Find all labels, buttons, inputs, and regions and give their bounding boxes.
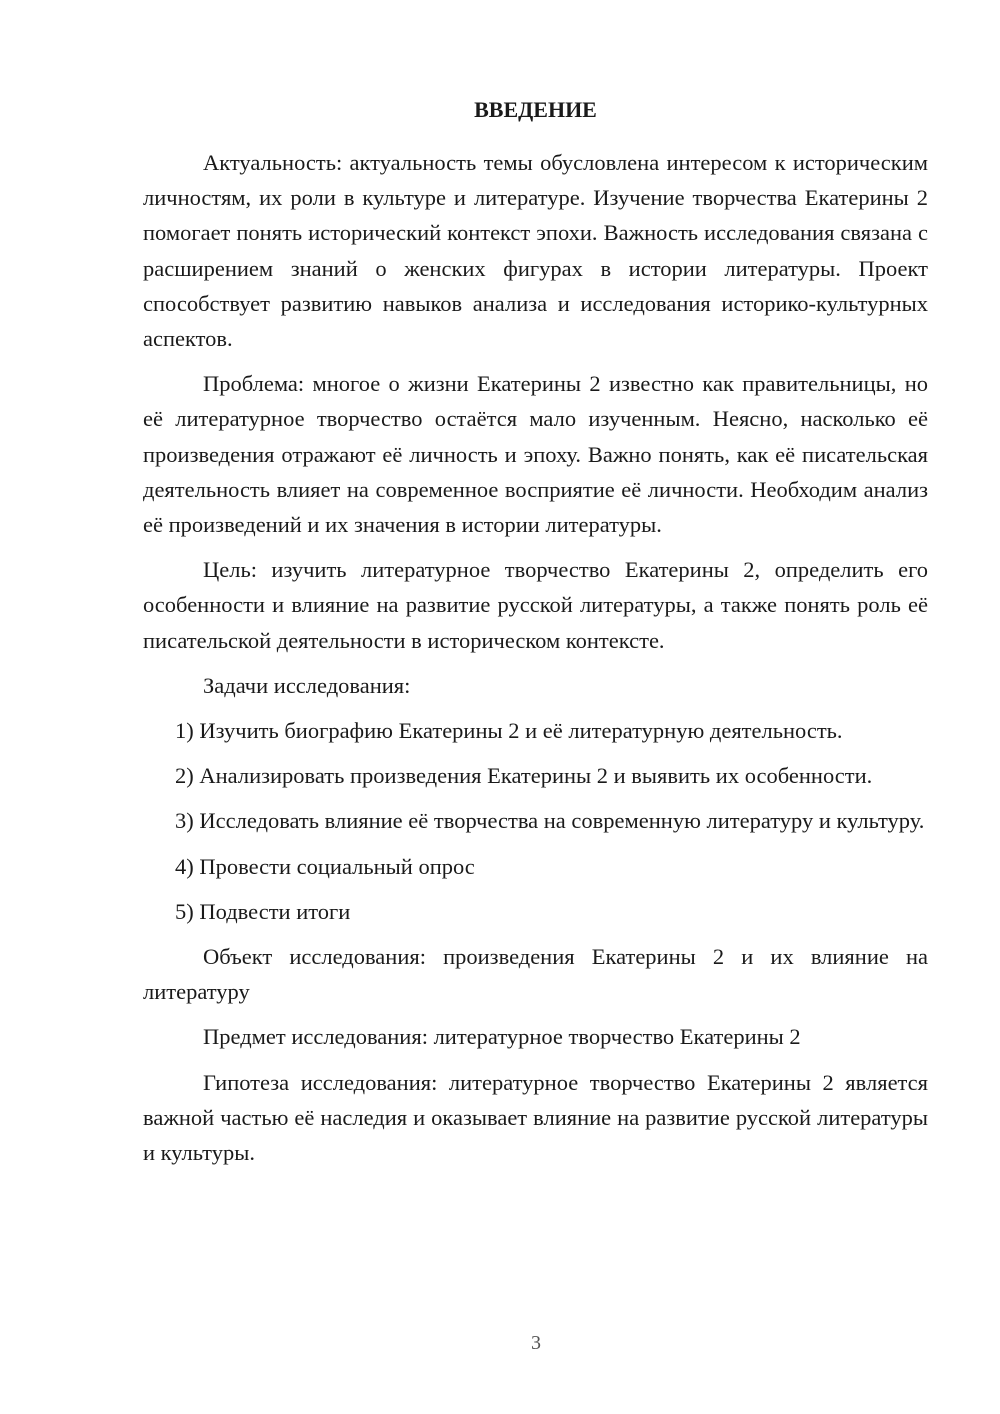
paragraph-relevance: Актуальность: актуальность темы обусловлена интересом к историческим личностям, их роли в культуре и литературе. Изучение творчества Екатерины 2 помогает понять исторический контекст эпохи. Важность исследования связана с расширением знаний о женских фигурах в истории литературы. Проект способствует развитию навыков анализа и исследования историко-культурных аспектов. bbox=[143, 150, 928, 352]
paragraph-problem: Проблема: многое о жизни Екатерины 2 известно как правительницы, но её литературное творчество остаётся мало изученным. Неясно, насколько её произведения отражают её личность и эпоху. Важно понять, как её писательская деятельность влияет на современное восприятие её личности. Необходим анализ её произведений и их значения в истории литературы. bbox=[143, 371, 928, 538]
task-item-5: 5) Подвести итоги bbox=[175, 898, 351, 924]
task-item-3: 3) Исследовать влияние её творчества на современную литературу и культуру. bbox=[175, 808, 925, 834]
page-number: 3 bbox=[531, 1332, 541, 1354]
page-content bbox=[143, 92, 928, 1180]
section-title: ВВЕДЕНИЕ bbox=[474, 97, 597, 122]
task-item-1: 1) Изучить биографию Екатерины 2 и её литературную деятельность. bbox=[175, 718, 843, 744]
task-item-4: 4) Провести социальный опрос bbox=[175, 853, 475, 879]
paragraph-object: Объект исследования: произведения Екатерины 2 и их влияние на литературу bbox=[143, 944, 928, 1005]
paragraph-goal: Цель: изучить литературное творчество Екатерины 2, определить его особенности и влияние на развитие русской литературы, а также понять роль её писательской деятельности в историческом контексте. bbox=[143, 557, 928, 653]
paragraph-subject: Предмет исследования: литературное творчество Екатерины 2 bbox=[203, 1024, 801, 1050]
task-item-2: 2) Анализировать произведения Екатерины 2 и выявить их особенности. bbox=[175, 763, 873, 789]
paragraph-hypothesis: Гипотеза исследования: литературное творчество Екатерины 2 является важной частью её наследия и оказывает влияние на развитие русской литературы и культуры. bbox=[143, 1069, 928, 1166]
tasks-heading: Задачи исследования: bbox=[203, 672, 411, 698]
